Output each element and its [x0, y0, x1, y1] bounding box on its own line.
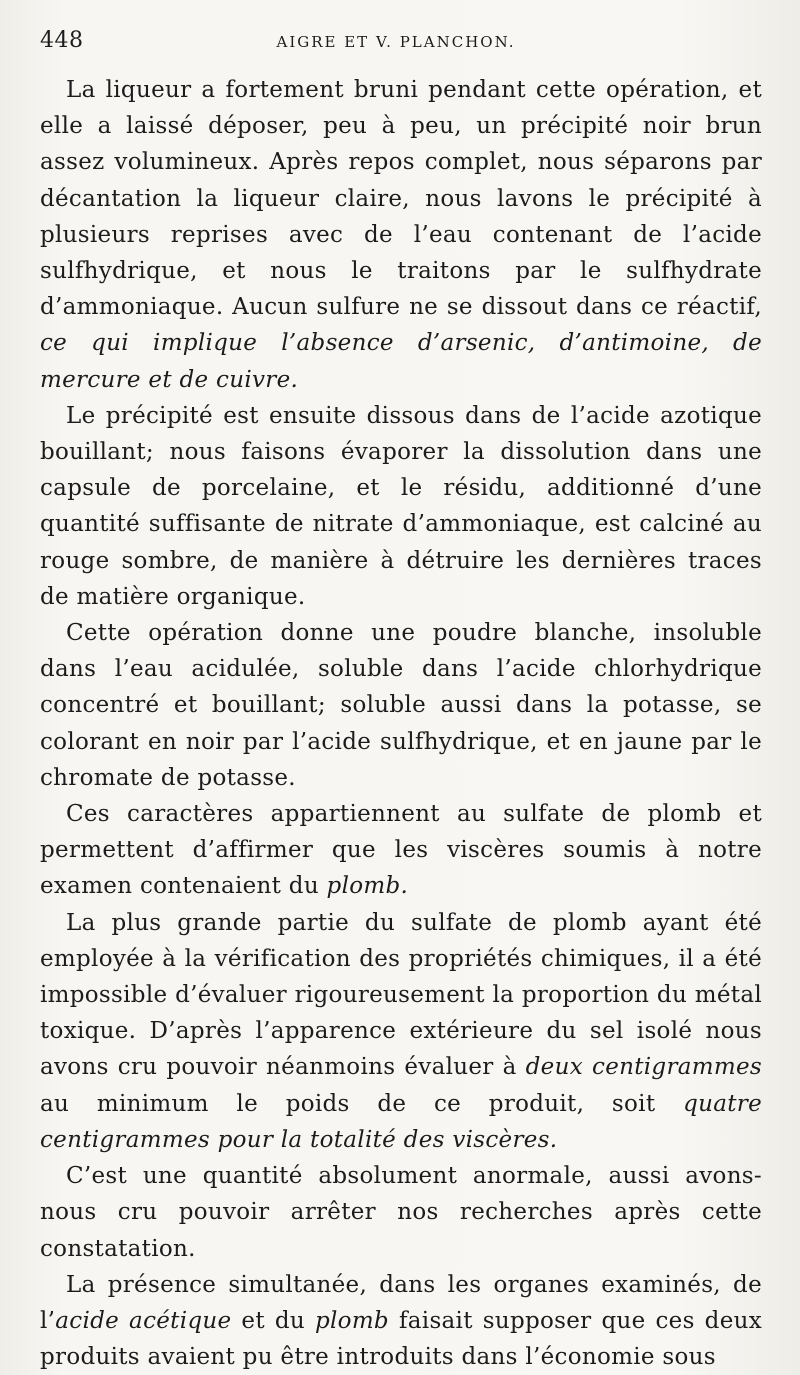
- paragraph-7: [40, 1267, 762, 1375]
- paragraph-2: [40, 398, 762, 615]
- paragraph-4-text-1: Ces caractères appartiennent au sulfate de plomb et permettent d’affirmer que les viscères soumis à notre examen contenaient du: [40, 801, 762, 900]
- paragraph-7-text-2: et du: [231, 1307, 315, 1334]
- page-header: [40, 28, 762, 72]
- document-body: [40, 72, 762, 1375]
- paragraph-3-text-1: Cette opération donne une poudre blanche, insoluble dans l’eau acidulée, soluble dans l’acide chlorhydrique concentré et bouillant; soluble aussi dans la potasse, se colorant en noir par l’acide sulfhydrique, et en jaune par le chromate de potasse.: [40, 620, 762, 791]
- paragraph-7-text-1: La présence simultanée, dans les organes examinés, de l’: [40, 1271, 762, 1334]
- paragraph-6-text-1: C’est une quantité absolument anormale, aussi avons-nous cru pouvoir arrêter nos recherches après cette constatation.: [40, 1163, 762, 1262]
- paragraph-5: [40, 905, 762, 1158]
- paragraph-4-italic-1: plomb.: [326, 873, 409, 900]
- page-number: 448: [40, 28, 84, 53]
- paragraph-4: [40, 796, 762, 905]
- paragraph-7-italic-2: plomb: [315, 1307, 389, 1334]
- paragraph-6: [40, 1158, 762, 1267]
- paragraph-1: [40, 72, 762, 398]
- paragraph-1-text-1: La liqueur a fortement bruni pendant cette opération, et elle a laissé déposer, peu à peu, un précipité noir brun assez volumineux. Après repos complet, nous séparons par décantation la liqueur claire, nous lavons le précipité à plusieurs reprises avec de l’eau contenant de l’acide sulfhydrique, et nous le traitons par le sulfhydrate d’ammoniaque. Aucun sulfure ne se dissout dans ce réactif,: [40, 77, 762, 321]
- paragraph-7-text-3: faisait supposer que ces deux produits avaient pu être introduits dans l’économie sous: [40, 1307, 763, 1371]
- paragraph-7-italic-1: acide acétique: [55, 1307, 232, 1334]
- paragraph-2-text-1: Le précipité est ensuite dissous dans de l’acide azotique bouillant; nous faisons évaporer la dissolution dans une capsule de porcelaine, et le résidu, additionné d’une quantité suffisante de nitrate d’ammoniaque, est calciné au rouge sombre, de manière à détruire les dernières traces de matière organique.: [40, 402, 762, 610]
- paragraph-5-italic-1: deux centigrammes: [525, 1054, 762, 1081]
- paragraph-3: [40, 615, 762, 796]
- paragraph-5-text-2: au minimum le poids de ce produit, soit: [40, 1090, 684, 1117]
- running-head: AIGRE ET V. PLANCHON.: [276, 33, 516, 51]
- paragraph-5-text-1: La plus grande partie du sulfate de plomb ayant été employée à la vérification des propriétés chimiques, il a été impossible d’évaluer rigoureusement la proportion du métal toxique. D’après l’apparence extérieure du sel isolé nous avons cru pouvoir néanmoins évaluer à: [40, 909, 762, 1081]
- paragraph-1-italic-1: ce qui implique l’absence d’arsenic, d’antimoine, de mercure et de cuivre.: [40, 330, 762, 393]
- paragraph-5-italic-2: quatre centigrammes pour la totalité des viscères.: [40, 1090, 762, 1153]
